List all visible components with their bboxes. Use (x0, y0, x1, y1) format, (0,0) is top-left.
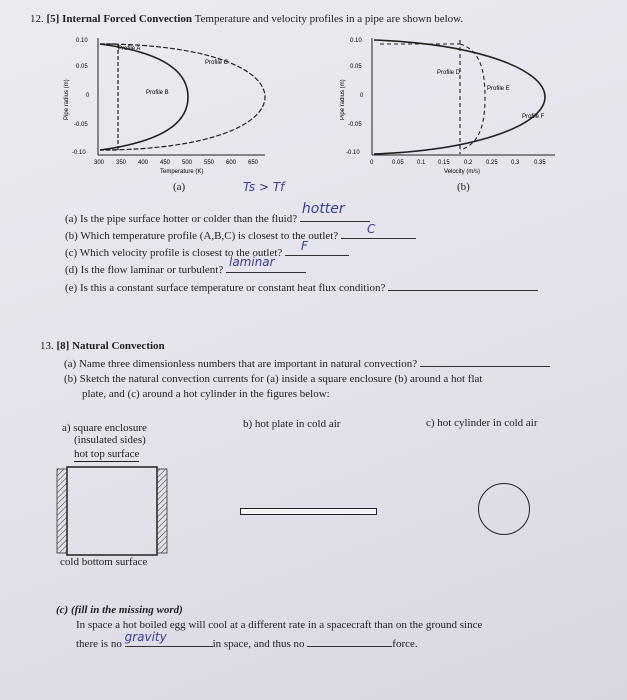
y-tick: -0.10 (346, 150, 360, 156)
x-tick: 500 (182, 160, 193, 166)
x-tick: 0.1 (417, 160, 426, 166)
x-ticks (94, 160, 259, 166)
x-tick: 0 (370, 160, 374, 166)
q12-title: Internal Forced Convection (62, 13, 193, 25)
x-tick: 600 (226, 160, 237, 166)
y-axis-label: Pipe radius (m) (340, 79, 346, 120)
x-tick: 300 (94, 160, 105, 166)
q13-part-b-line1: (b) Sketch the natural convection currents for (a) inside a square enclosure (b) around a hot flat (64, 373, 483, 385)
profile-f-label: Profile F (522, 114, 545, 120)
x-tick: 0.35 (534, 160, 546, 166)
hot-plate-shape (240, 508, 377, 515)
y-axis-label: Pipe radius (m) (64, 79, 70, 120)
x-tick: 0.2 (464, 160, 473, 166)
part-c-mid: in space, and thus no (212, 638, 305, 650)
answer-blank[interactable] (388, 280, 538, 291)
q12-part-d (65, 255, 306, 277)
part-text: (b) Which temperature profile (A,B,C) is closest to the outlet? (65, 230, 339, 242)
y-tick: 0 (86, 93, 90, 99)
part-text: (e) Is this a constant surface temperature or constant heat flux condition? (65, 282, 386, 294)
temperature-profile-figure (60, 30, 285, 195)
fig-b-caption: (b) (457, 181, 470, 193)
hot-cylinder-label: c) hot cylinder in cold air (426, 417, 538, 429)
answer-blank[interactable] (300, 201, 370, 222)
profile-b-label: Profile B (146, 90, 169, 96)
q13-part-a (64, 356, 550, 371)
part-text: (a) Name three dimensionless numbers that are important in natural convection? (64, 358, 418, 370)
q13-header (40, 340, 165, 353)
x-tick: 0.05 (392, 160, 404, 166)
q13-number: 13. (40, 340, 54, 352)
enclosure-label-1: a) square enclosure (62, 422, 147, 434)
profile-a-label: Profile A (118, 46, 141, 52)
q12-number: 12. (30, 13, 44, 25)
x-tick: 450 (160, 160, 171, 166)
hot-plate-label: b) hot plate in cold air (243, 418, 341, 430)
x-tick: 400 (138, 160, 149, 166)
part-c-post: force. (392, 638, 418, 650)
profile-c-line (100, 44, 265, 150)
handwritten-answer: C (366, 222, 376, 236)
answer-blank[interactable] (307, 636, 392, 647)
profile-e-line (460, 44, 485, 150)
x-axis-label: Velocity (m/s) (444, 169, 481, 175)
answer-blank[interactable] (124, 630, 213, 647)
fig-a-enclosure-label (62, 422, 147, 446)
handwritten-answer: F (301, 239, 308, 253)
answer-blank[interactable] (420, 356, 550, 367)
q13-part-c-line1: In space a hot boiled egg will cool at a different rate in a spacecraft than on the ground since (76, 619, 483, 631)
square-enclosure-figure (55, 455, 175, 565)
answer-blank[interactable] (285, 239, 349, 256)
right-insulation (157, 469, 167, 553)
part-text: (a) Is the pipe surface hotter or colder than the fluid? (65, 213, 298, 225)
x-ticks (370, 160, 546, 166)
profile-d-label: Profile D (437, 70, 461, 76)
cold-bottom-surface-label: cold bottom surface (60, 556, 148, 568)
profile-b-line (100, 44, 188, 150)
enclosure-box (67, 467, 157, 555)
handwritten-answer: hotter (301, 201, 345, 217)
handwritten-answer: laminar (228, 255, 275, 269)
q12-header (30, 13, 463, 26)
y-tick: 0.10 (350, 38, 362, 44)
q12-part-c (65, 239, 349, 260)
y-ticks (346, 38, 364, 156)
velocity-profile-figure (340, 30, 575, 195)
hot-top-surface-label: hot top surface (74, 448, 140, 460)
answer-blank[interactable] (341, 222, 416, 239)
y-tick: -0.10 (72, 150, 86, 156)
profile-a-line (100, 44, 118, 150)
x-tick: 0.3 (511, 160, 520, 166)
q12-part-e (65, 280, 538, 295)
y-tick: -0.05 (348, 122, 362, 128)
profile-c-label: Profile C (205, 60, 229, 66)
y-tick: -0.05 (74, 122, 88, 128)
q12-part-b (65, 222, 416, 243)
hot-cylinder-shape (478, 483, 530, 535)
x-tick: 0.15 (438, 160, 450, 166)
part-text: (d) Is the flow laminar or turbulent? (65, 264, 224, 276)
q13-title: Natural Convection (72, 340, 165, 352)
handwritten-answer: gravity (124, 630, 167, 644)
handwritten-note: Ts > Tf (243, 180, 285, 194)
y-tick: 0 (360, 93, 364, 99)
q13-part-c-title (56, 604, 183, 617)
x-tick: 350 (116, 160, 127, 166)
part-c-pre: there is no (76, 638, 122, 650)
q13-points: [8] (56, 340, 70, 352)
part-text: (c) Which velocity profile is closest to the outlet? (65, 247, 283, 259)
q12-part-a (65, 201, 370, 226)
left-insulation (57, 469, 67, 553)
x-tick: 550 (204, 160, 215, 166)
x-axis-label: Temperature (K) (160, 169, 204, 175)
y-tick: 0.05 (76, 64, 88, 70)
q12-subtitle: Temperature and velocity profiles in a pipe are shown below. (194, 13, 464, 25)
x-tick: 0.25 (486, 160, 498, 166)
profile-e-label: Profile E (487, 86, 510, 92)
y-tick: 0.05 (350, 64, 362, 70)
enclosure-label-2: (insulated sides) (74, 434, 146, 446)
y-tick: 0.10 (76, 38, 88, 44)
answer-blank[interactable] (226, 255, 306, 273)
q13-part-c-line2 (76, 630, 418, 651)
q13-part-b-line2: plate, and (c) around a hot cylinder in the figures below: (82, 388, 330, 400)
x-tick: 650 (248, 160, 259, 166)
q12-points: [5] (46, 13, 60, 25)
y-ticks (72, 38, 90, 156)
fig-a-caption: (a) (173, 181, 186, 193)
part-c-title: (c) (fill in the missing word) (56, 604, 183, 616)
